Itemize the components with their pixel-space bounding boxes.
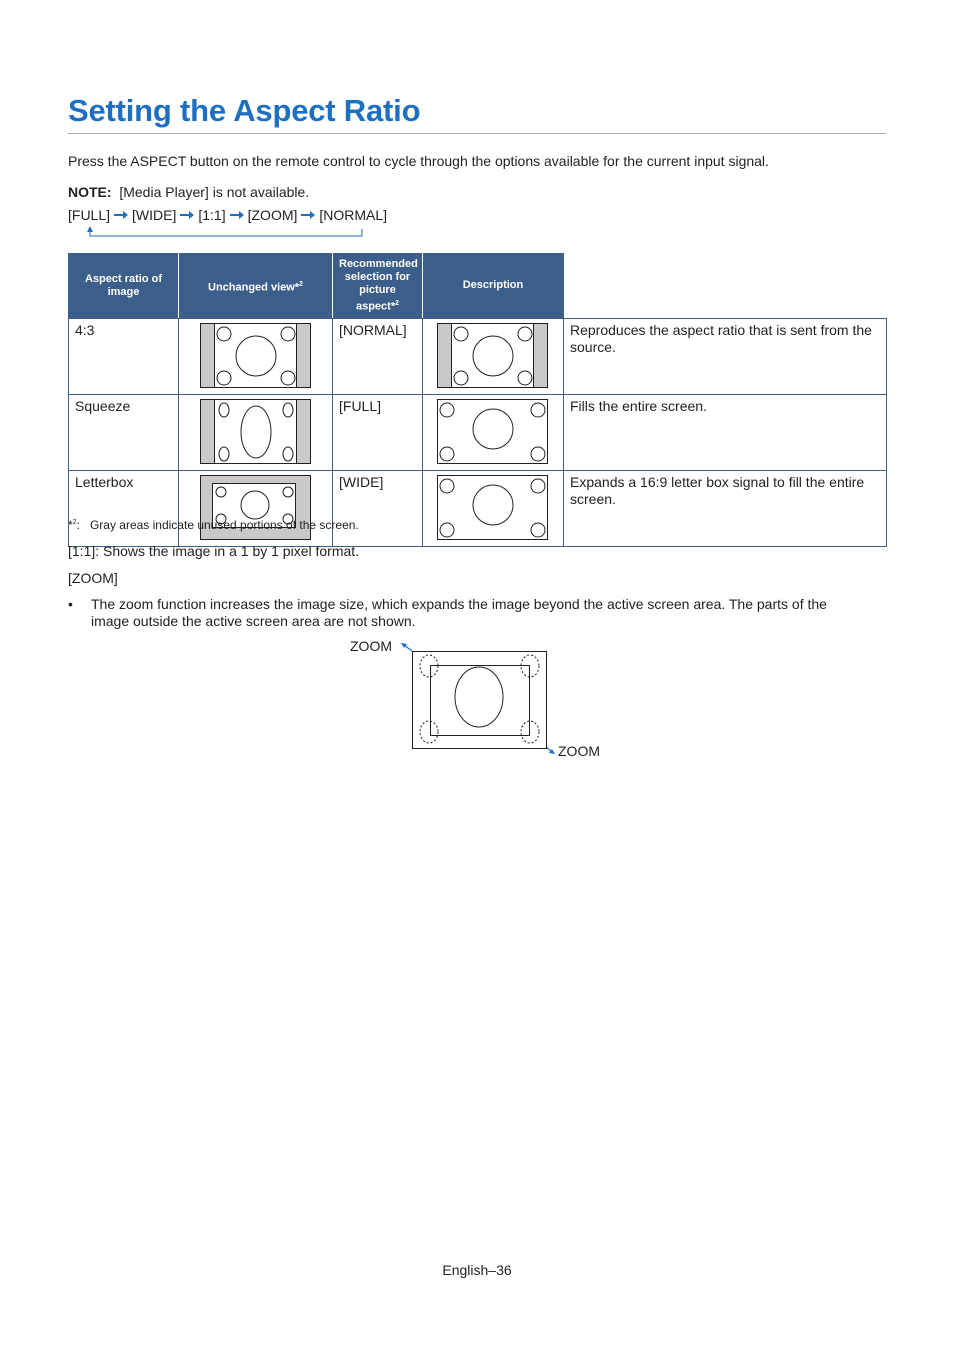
header-recommended-selection: Recommended selection for picture aspect*$^2$: [333, 254, 423, 319]
recommended-view-cell: [423, 394, 564, 470]
note-text: [Media Player] is not available.: [119, 184, 310, 200]
recommended-view-cell: [423, 470, 564, 546]
selection-cell: [WIDE]: [333, 470, 423, 546]
footnote: *$^2$: Gray areas indicate unused portions of the screen.: [68, 518, 359, 532]
selection-cell: [NORMAL]: [333, 318, 423, 394]
table-row: [69, 470, 887, 546]
title-divider: [68, 133, 886, 134]
note-label: NOTE:: [68, 184, 112, 200]
arrow-right-icon: [113, 210, 129, 220]
zoom-label-top: ZOOM: [350, 638, 392, 654]
aspect-ratio-cell: Squeeze: [69, 394, 179, 470]
squeezed-screen-icon: [200, 399, 312, 465]
note-line: [68, 184, 309, 201]
full-screen-icon: [437, 399, 549, 465]
table-row: [69, 318, 887, 394]
aspect-ratio-cell: 4:3: [69, 318, 179, 394]
cycle-item: [FULL]: [68, 207, 111, 223]
zoom-bullet-text: The zoom function increases the image size, which expands the image beyond the active screen area. The parts of the image outside the active screen area are not shown.: [91, 596, 827, 629]
recommended-view-cell: [423, 318, 564, 394]
arrow-right-icon: [300, 210, 316, 220]
aspect-table: [68, 253, 887, 547]
footnote-text: Gray areas indicate unused portions of the screen.: [89, 518, 359, 532]
zoom-diagram: [340, 636, 620, 766]
arrow-right-icon: [229, 210, 245, 220]
cycle-item: [ZOOM]: [247, 207, 298, 223]
page-title: Setting the Aspect Ratio: [68, 93, 421, 128]
selection-cell: [FULL]: [333, 394, 423, 470]
header-aspect-ratio: Aspect ratio of image: [69, 254, 179, 319]
description-cell: Fills the entire screen.: [564, 394, 887, 470]
unchanged-view-cell: [179, 394, 333, 470]
zoom-bullet: [68, 596, 868, 630]
cycle-item: [NORMAL]: [319, 207, 388, 223]
bullet-icon: •: [68, 596, 73, 612]
cycle-return-arrow-icon: [84, 226, 368, 240]
arrow-right-icon: [179, 210, 195, 220]
cycle-item: [WIDE]: [132, 207, 177, 223]
cycle-item: [1:1]: [198, 207, 226, 223]
pillarbox-screen-icon: [200, 323, 312, 389]
aspect-cycle: [68, 207, 387, 223]
zoom-heading: [ZOOM]: [68, 570, 118, 586]
zoom-arrow-top-icon: [401, 643, 412, 651]
zoom-screen-icon: [340, 636, 570, 761]
description-cell: Expands a 16:9 letter box signal to fill the entire screen.: [564, 470, 887, 546]
aspect-ratio-cell: Letterbox: [69, 470, 179, 546]
table-row: [69, 394, 887, 470]
header-description: Description: [423, 254, 564, 319]
description-cell: Reproduces the aspect ratio that is sent from the source.: [564, 318, 887, 394]
page-number: English–36: [442, 1262, 512, 1278]
pillarbox-screen-icon: [437, 323, 549, 389]
one-to-one-description: [1:1]: Shows the image in a 1 by 1 pixel format.: [68, 543, 360, 559]
unchanged-view-cell: [179, 318, 333, 394]
header-unchanged-view: Unchanged view*$^2$: [179, 254, 333, 319]
intro-paragraph: Press the ASPECT button on the remote control to cycle through the options available for the current input signal.: [68, 153, 769, 169]
unchanged-view-cell: [179, 470, 333, 546]
zoom-label-bottom: ZOOM: [558, 743, 600, 759]
full-screen-icon: [437, 475, 549, 541]
table-header-row: [69, 254, 887, 319]
